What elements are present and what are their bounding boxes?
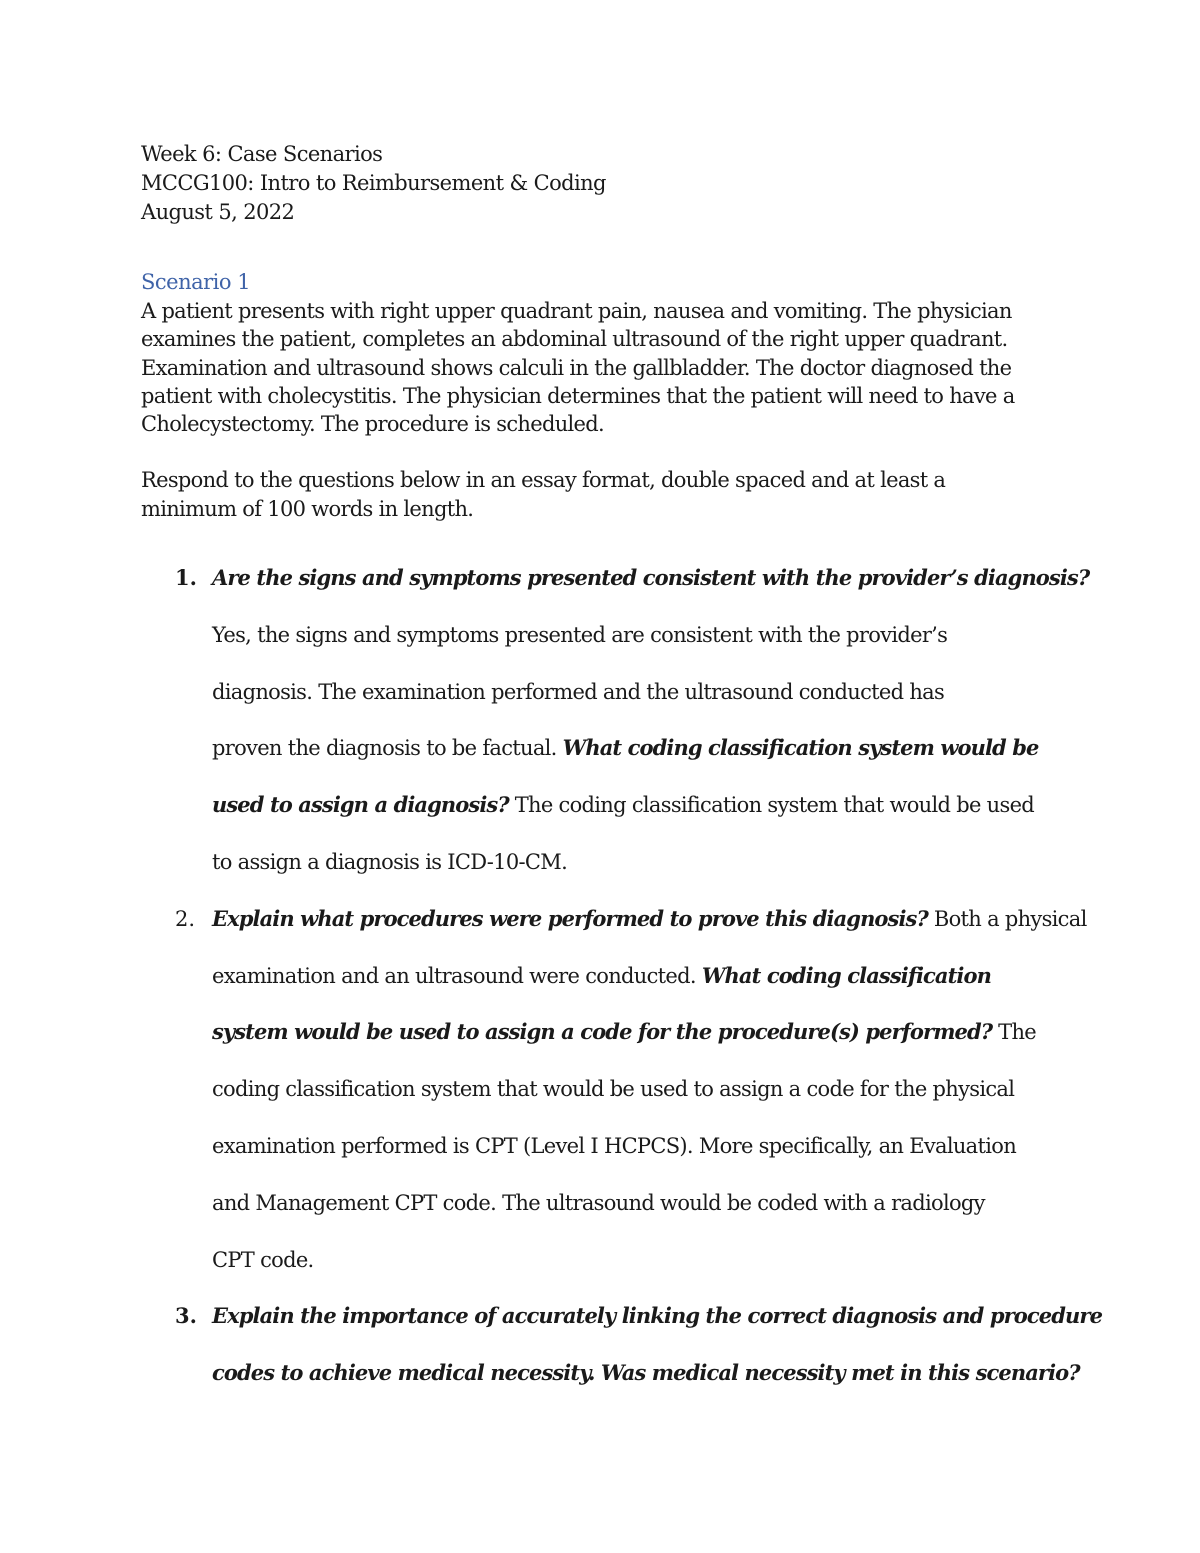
scenario-line: A patient presents with right upper quadrant pain, nausea and vomiting. The physician	[141, 299, 1012, 323]
question-number: 2.	[175, 906, 196, 931]
question-number: 3.	[175, 1303, 197, 1329]
question-number: 1.	[175, 565, 197, 591]
answer-text: diagnosis. The examination performed and the ultrasound conducted has	[212, 679, 945, 704]
document-date: August 5, 2022	[141, 200, 295, 224]
question-text-line	[212, 834, 1071, 891]
answer-text: coding classification system that would be used to assign a code for the physical	[212, 1077, 1015, 1102]
answer-text: Both a physical	[927, 906, 1087, 931]
question-text-line	[212, 777, 1071, 834]
answer-text: examination and an ultrasound were conducted.	[212, 963, 702, 988]
document-page	[141, 140, 1103, 1402]
scenario-line: examines the patient, completes an abdominal ultrasound of the right upper quadrant.	[141, 327, 1008, 352]
instructions-line: Respond to the questions below in an essay format, double spaced and at least a	[141, 468, 946, 493]
question-text-line	[212, 720, 1071, 777]
question-item	[141, 1288, 1103, 1402]
question-prompt: system would be used to assign a code for the procedure(s) performed?	[212, 1019, 993, 1045]
question-text-line	[212, 1118, 1071, 1175]
question-item	[141, 891, 1087, 1289]
question-prompt: Are the signs and symptoms presented consistent with the provider’s diagnosis?	[212, 565, 1090, 591]
question-prompt: What coding classification system would be	[562, 735, 1039, 761]
answer-text: to assign a diagnosis is ICD-10-CM.	[212, 850, 568, 875]
question-text-line	[212, 1288, 1103, 1345]
question-text-line	[212, 1345, 1080, 1402]
question-text-line	[212, 550, 1090, 607]
question-text-line	[212, 1004, 1071, 1061]
answer-text: The coding classification system that would be used	[508, 793, 1035, 818]
question-text-line	[212, 891, 1087, 948]
question-text-line	[212, 948, 1071, 1005]
question-prompt: Explain the importance of accurately linking the correct diagnosis and procedure	[212, 1303, 1103, 1329]
question-item	[141, 550, 1090, 891]
instructions	[141, 466, 1071, 523]
course-name: MCCG100: Intro to Reimbursement & Coding	[141, 171, 606, 195]
scenario-line: patient with cholecystitis. The physician determines that the patient will need to have a	[141, 383, 1015, 408]
question-prompt: used to assign a diagnosis?	[212, 792, 509, 818]
answer-text: examination performed is CPT (Level I HCPCS). More specifically, an Evaluation	[212, 1134, 1017, 1159]
question-text-line	[212, 1061, 1071, 1118]
scenario-heading: Scenario 1	[141, 270, 251, 294]
question-text-line	[212, 607, 1071, 664]
question-prompt: Explain what procedures were performed to prove this diagnosis?	[212, 905, 928, 931]
scenario-description	[141, 297, 1071, 438]
question-prompt: What coding classification	[701, 962, 991, 988]
question-text-line	[212, 1232, 1071, 1289]
answer-text: and Management CPT code. The ultrasound would be coded with a radiology	[212, 1190, 985, 1215]
answer-text: Yes, the signs and symptoms presented are consistent with the provider’s	[212, 622, 948, 647]
answer-text: The	[992, 1020, 1037, 1045]
question-prompt: codes to achieve medical necessity. Was medical necessity met in this scenario?	[212, 1360, 1080, 1386]
answer-text: CPT code.	[212, 1247, 314, 1272]
document-title: Week 6: Case Scenarios	[141, 142, 383, 166]
question-text-line	[212, 1175, 1071, 1232]
scenario-line: Examination and ultrasound shows calculi in the gallbladder. The doctor diagnosed the	[141, 355, 1012, 380]
question-list	[141, 550, 1103, 1402]
question-text-line	[212, 664, 1071, 721]
scenario-line: Cholecystectomy. The procedure is scheduled.	[141, 412, 604, 437]
instructions-line: minimum of 100 words in length.	[141, 496, 474, 521]
answer-text: proven the diagnosis to be factual.	[212, 736, 563, 761]
